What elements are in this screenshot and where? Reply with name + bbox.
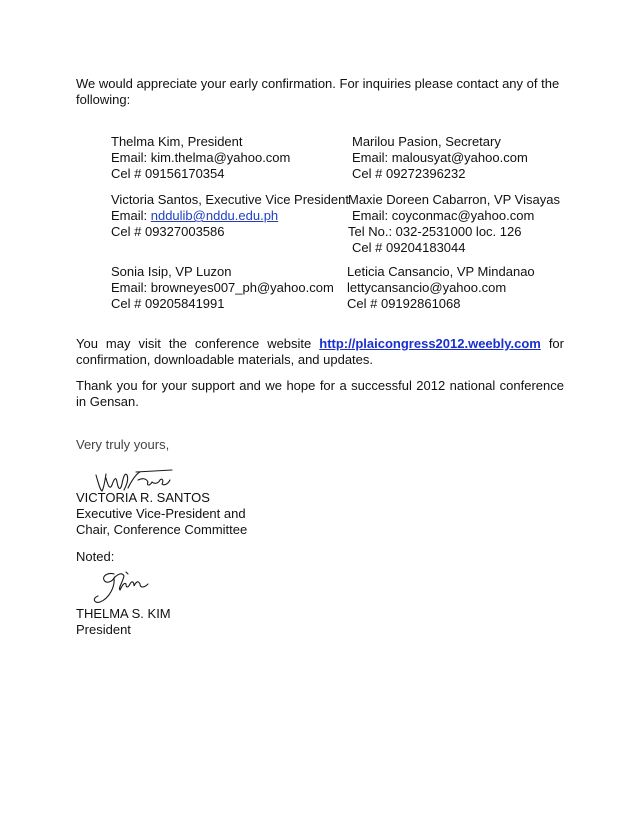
- email-address: malousyat@yahoo.com: [391, 150, 528, 165]
- contact-name: Victoria Santos, Executive Vice President: [111, 192, 349, 207]
- contact-leticia-cansancio: [347, 264, 535, 312]
- signatory2-block: [76, 606, 171, 638]
- contact-name: Sonia Isip, VP Luzon: [111, 264, 232, 279]
- contact-victoria-santos: [111, 192, 349, 240]
- contact-phone: Cel # 09327003586: [111, 224, 225, 239]
- contact-name: Thelma Kim, President: [111, 134, 243, 149]
- email-link[interactable]: nddulib@nddu.edu.ph: [150, 208, 279, 223]
- contact-sonia-isip: [111, 264, 334, 312]
- contact-phone: Cel # 09156170354: [111, 166, 225, 181]
- contact-thelma-kim: [111, 134, 290, 182]
- email-address: browneyes007_ph@yahoo.com: [150, 280, 334, 295]
- contact-name: Maxie Doreen Cabarron, VP Visayas: [348, 192, 560, 207]
- signatory1-title: Executive Vice-President and: [76, 506, 246, 521]
- contact-phone: Cel # 09204183044: [352, 240, 466, 255]
- contact-phone: Cel # 09205841991: [111, 296, 225, 311]
- contact-email: Email: browneyes007_ph@yahoo.com: [111, 280, 334, 295]
- contact-name: Leticia Cansancio, VP Mindanao: [347, 264, 535, 279]
- contact-email: Email: nddulib@nddu.edu.ph: [111, 208, 279, 223]
- signatory1-title: Chair, Conference Committee: [76, 522, 248, 537]
- email-address: kim.thelma@yahoo.com: [150, 150, 291, 165]
- contact-phone: Cel # 09272396232: [352, 166, 466, 181]
- contact-email: Email: kim.thelma@yahoo.com: [111, 150, 291, 165]
- contact-email: lettycansancio@yahoo.com: [347, 280, 507, 295]
- intro-paragraph: We would appreciate your early confirmation. For inquiries please contact any of the following:: [76, 76, 560, 107]
- signature-kim: [88, 566, 152, 606]
- contact-maxie-cabarron: [348, 192, 560, 256]
- signatory2-name: THELMA S. KIM: [76, 606, 171, 621]
- signatory2-title: President: [76, 622, 131, 637]
- contact-tel: Tel No.: 032-2531000 loc. 126: [348, 224, 522, 239]
- noted-label: Noted:: [76, 549, 115, 564]
- contact-email: Email: coyconmac@yahoo.com: [352, 208, 535, 223]
- thanks-paragraph: Thank you for your support and we hope for a successful 2012 national conference in Gensan.: [76, 378, 564, 409]
- contact-email: Email: malousyat@yahoo.com: [352, 150, 528, 165]
- contact-phone: Cel # 09192861068: [347, 296, 461, 311]
- contact-marilou-pasion: [352, 134, 528, 182]
- email-address: coyconmac@yahoo.com: [391, 208, 535, 223]
- signatory1-name: VICTORIA R. SANTOS: [76, 490, 210, 505]
- contact-name: Marilou Pasion, Secretary: [352, 134, 501, 149]
- website-paragraph: You may visit the conference website http://plaicongress2012.weebly.com for confirmation, downloadable materials, and updates.: [76, 336, 564, 367]
- closing-line: Very truly yours,: [76, 437, 170, 452]
- signatory1-block: [76, 490, 247, 538]
- website-link[interactable]: http://plaicongress2012.weebly.com: [319, 336, 541, 351]
